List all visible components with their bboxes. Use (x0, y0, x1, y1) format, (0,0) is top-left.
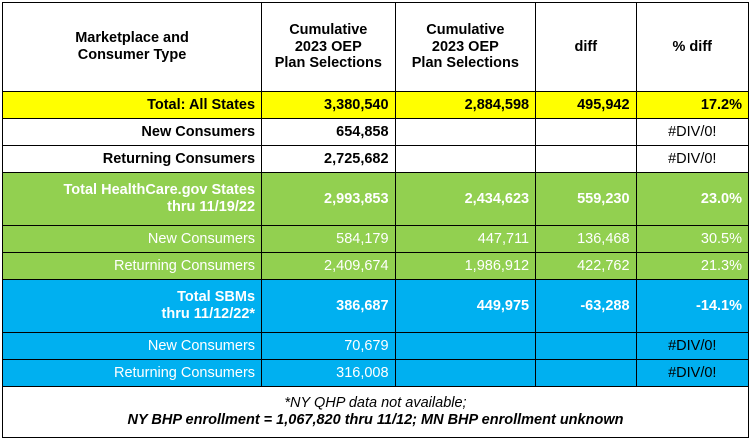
row-label-new-consumers: New Consumers (3, 333, 262, 360)
row-label-returning-consumers: Returning Consumers (3, 360, 262, 387)
table-footnote-row (3, 387, 749, 438)
table-row (3, 280, 749, 333)
row-label-returning-consumers: Returning Consumers (3, 146, 262, 173)
header-line: Cumulative (426, 21, 505, 38)
row-label-line: Total HealthCare.gov States (63, 181, 256, 198)
row-label-line: Total SBMs (177, 288, 256, 305)
row-label-total-healthcaregov-states (3, 173, 262, 226)
row-value-diff (536, 333, 636, 360)
footnote-line-1: *NY QHP data not available; (284, 395, 467, 412)
row-value-c2: 449,975 (395, 280, 536, 333)
row-value-c1: 316,008 (262, 360, 396, 387)
header-line: Consumer Type (77, 47, 187, 63)
enrollment-table (2, 2, 749, 438)
row-label-new-consumers: New Consumers (3, 226, 262, 253)
row-value-c2 (395, 360, 536, 387)
header-cumulative-2023-oep-a (262, 3, 396, 92)
header-diff (536, 3, 636, 92)
header-line: 2023 OEP (431, 38, 499, 55)
row-label-total-sbms (3, 280, 262, 333)
table-row (3, 92, 749, 119)
header-percent-diff (636, 3, 748, 92)
row-value-c2: 447,711 (395, 226, 536, 253)
table-row (3, 253, 749, 280)
header-cumulative-2023-oep-b (395, 3, 536, 92)
header-line: Cumulative (289, 21, 368, 38)
row-value-c1: 2,409,674 (262, 253, 396, 280)
row-value-c2 (395, 119, 536, 146)
row-value-percent-diff: -14.1% (636, 280, 748, 333)
table-row (3, 226, 749, 253)
row-value-percent-diff: #DIV/0! (636, 360, 748, 387)
row-value-diff (536, 360, 636, 387)
row-value-c2 (395, 146, 536, 173)
table-row (3, 146, 749, 173)
header-line: 2023 OEP (294, 38, 362, 55)
row-value-diff (536, 119, 636, 146)
row-label-line: thru 11/19/22 (167, 199, 256, 215)
footnote-cell (3, 387, 749, 438)
row-value-diff: 559,230 (536, 173, 636, 226)
row-value-diff: 495,942 (536, 92, 636, 119)
table-row (3, 119, 749, 146)
row-value-diff (536, 146, 636, 173)
row-value-percent-diff: #DIV/0! (636, 333, 748, 360)
header-line: % diff (672, 38, 712, 55)
row-value-percent-diff: #DIV/0! (636, 146, 748, 173)
table-row (3, 360, 749, 387)
header-line: diff (574, 38, 598, 55)
row-value-percent-diff: 21.3% (636, 253, 748, 280)
row-value-c2: 2,884,598 (395, 92, 536, 119)
row-value-c1: 386,687 (262, 280, 396, 333)
row-label-line: thru 11/12/22* (161, 306, 256, 322)
table-row (3, 333, 749, 360)
row-value-c1: 584,179 (262, 226, 396, 253)
row-value-diff: 136,468 (536, 226, 636, 253)
table-header-row (3, 3, 749, 92)
row-label-returning-consumers: Returning Consumers (3, 253, 262, 280)
row-value-c1: 70,679 (262, 333, 396, 360)
row-value-diff: -63,288 (536, 280, 636, 333)
row-value-percent-diff: 23.0% (636, 173, 748, 226)
row-value-c1: 2,725,682 (262, 146, 396, 173)
row-value-percent-diff: 17.2% (636, 92, 748, 119)
row-value-percent-diff: #DIV/0! (636, 119, 748, 146)
row-value-c1: 3,380,540 (262, 92, 396, 119)
header-line: Plan Selections (274, 55, 382, 72)
row-value-c2: 1,986,912 (395, 253, 536, 280)
row-label-new-consumers: New Consumers (3, 119, 262, 146)
row-value-percent-diff: 30.5% (636, 226, 748, 253)
row-value-c2: 2,434,623 (395, 173, 536, 226)
footnote-line-2: NY BHP enrollment = 1,067,820 thru 11/12; MN BHP enrollment unknown (127, 412, 624, 428)
row-value-c2 (395, 333, 536, 360)
header-marketplace-consumer-type (3, 3, 262, 92)
table-row (3, 173, 749, 226)
row-value-c1: 654,858 (262, 119, 396, 146)
header-line: Plan Selections (411, 55, 519, 72)
row-value-c1: 2,993,853 (262, 173, 396, 226)
row-value-diff: 422,762 (536, 253, 636, 280)
row-label-total-all-states: Total: All States (3, 92, 262, 119)
header-line: Marketplace and (75, 30, 189, 47)
